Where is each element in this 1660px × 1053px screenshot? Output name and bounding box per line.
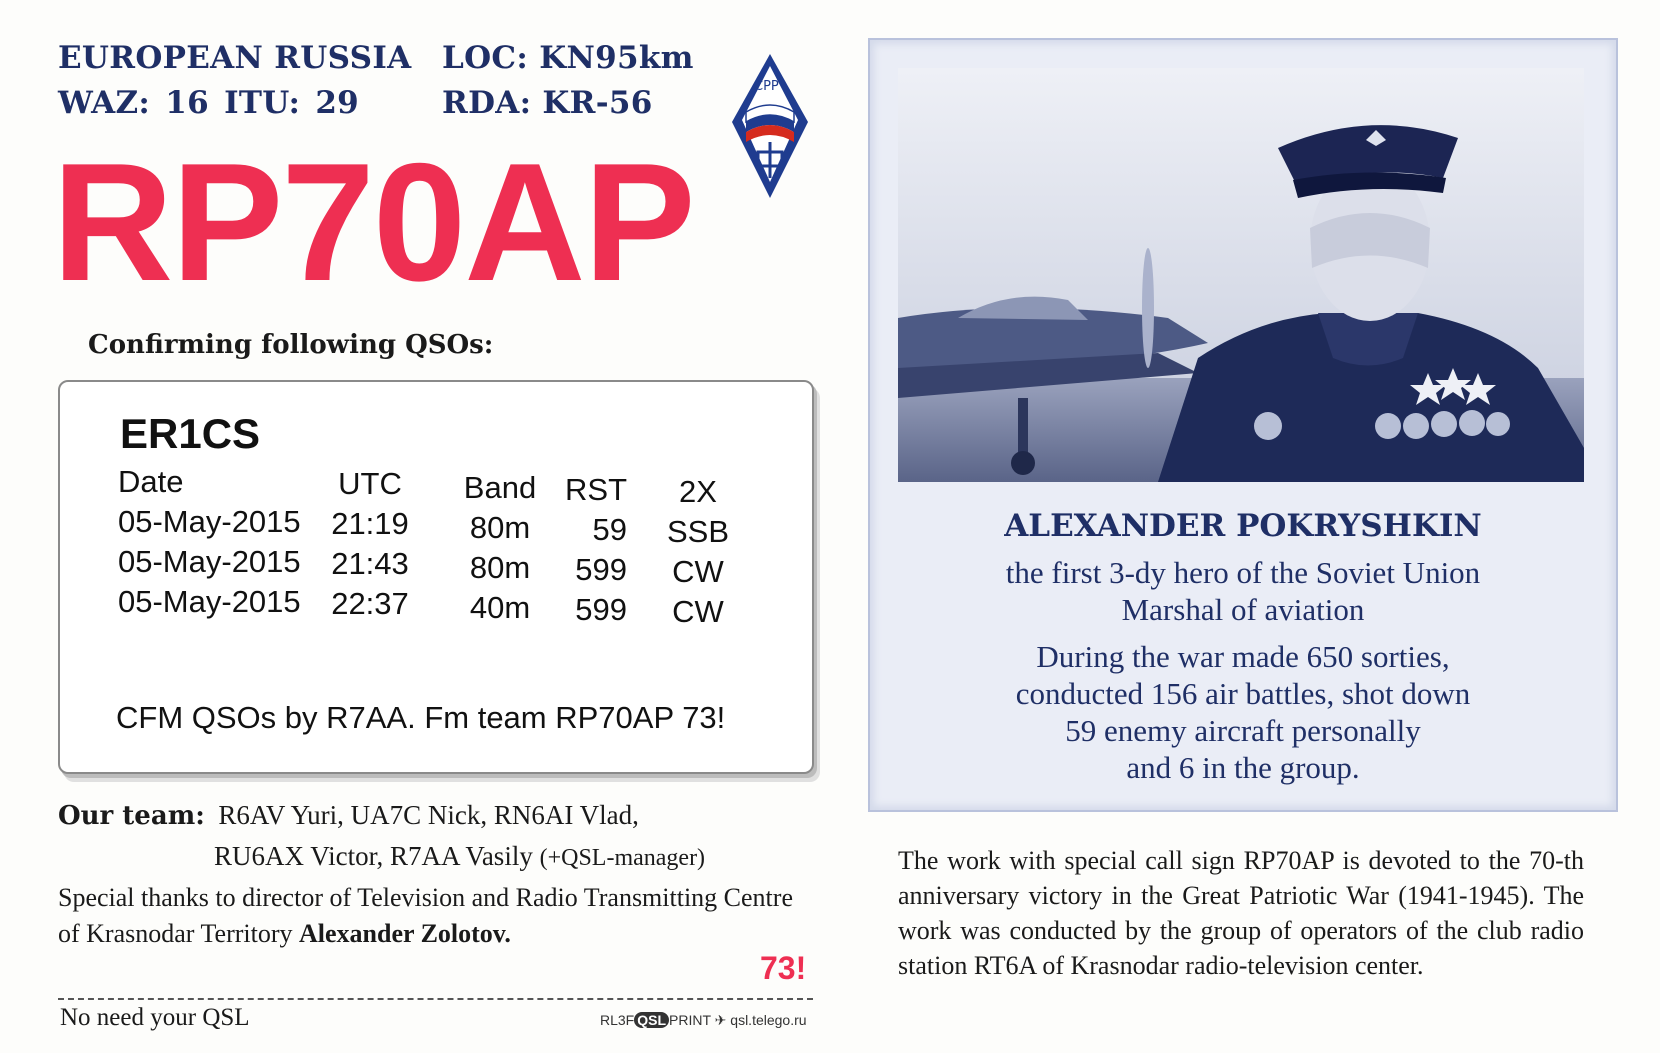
qso-rst: 599 [575, 592, 627, 627]
qso-mode: CW [672, 594, 724, 629]
rst-column [555, 470, 627, 630]
qso-mode: SSB [666, 514, 730, 549]
qso-date: 05-May-2015 [118, 544, 301, 579]
date-column [118, 462, 301, 622]
qso-date: 05-May-2015 [118, 504, 301, 539]
qso-band: 40m [469, 590, 531, 625]
printer-credit [600, 1012, 807, 1029]
printer-qsl-badge: QSL [634, 1012, 669, 1028]
team-label: Our team: [58, 801, 205, 831]
printer-name-suffix: PRINT [669, 1012, 711, 1028]
pilot-photo-image [898, 68, 1584, 482]
qso-callsign: ER1CS [120, 410, 261, 457]
column-header-utc: UTC [338, 466, 402, 501]
caption-line: Marshal of aviation [1121, 592, 1365, 627]
qso-band: 80m [469, 510, 531, 545]
portrait-panel [868, 38, 1618, 812]
qso-utc: 21:19 [331, 506, 409, 541]
qsl-manager-note: (+QSL-manager) [539, 845, 706, 871]
cfm-note: CFM QSOs by R7AA. Fm team RP70AP 73! [116, 700, 726, 735]
locator-label: LOC: KN95km [442, 40, 694, 76]
team-line: RU6AX Victor, R7AA Vasily [214, 841, 533, 871]
caption-line: During the war made 650 sorties, [1036, 639, 1450, 674]
plane-icon: ✈ [714, 1012, 727, 1028]
printer-name: RL3F [600, 1012, 635, 1028]
column-header-date: Date [118, 464, 184, 499]
waz-itu-label: WAZ: 16 ITU: 29 [58, 85, 360, 121]
hero-name: ALEXANDER POKRYSHKIN [1004, 508, 1482, 544]
team-block [58, 795, 705, 878]
pokryshkin-photo [898, 68, 1584, 482]
portrait-caption [870, 508, 1616, 786]
logo-letters: СРР [754, 79, 779, 94]
caption-line: conducted 156 air battles, shot down [1015, 676, 1471, 711]
column-header-rst: RST [565, 472, 627, 507]
rda-label: RDA: KR-56 [442, 85, 653, 121]
callsign: RP70AP [52, 128, 694, 316]
qso-utc: 21:43 [331, 546, 409, 581]
thanks-note [58, 880, 818, 952]
thanks-name: Alexander Zolotov. [299, 919, 511, 948]
mode-column [658, 472, 738, 632]
confirming-heading: Confirming following QSOs: [88, 330, 494, 360]
qso-mode: CW [672, 554, 724, 589]
team-line: R6AV Yuri, UA7C Nick, RN6AI Vlad, [218, 800, 639, 830]
dashed-divider [58, 998, 813, 1000]
thanks-text: Special thanks to director of Television and Radio Transmitting Centre of Krasnodar Territory [58, 883, 793, 948]
column-header-band: Band [463, 470, 537, 505]
band-column [450, 468, 550, 628]
printer-site: qsl.telego.ru [730, 1012, 807, 1028]
about-text: The work with special call sign RP70AP is devoted to the 70-th anniversary victory in the Great Patriotic War (1941-1945). The work was conducted by the group of operators of the club radio station RT6A of Krasnodar radio-television center. [898, 846, 1584, 980]
sign-off: 73! [760, 950, 807, 986]
qso-rst: 599 [575, 552, 627, 587]
qso-date: 05-May-2015 [118, 584, 301, 619]
column-header-mode: 2X [679, 474, 717, 509]
no-need-qsl: No need your QSL [60, 1004, 250, 1031]
qso-label [58, 380, 814, 774]
utc-column [325, 464, 415, 624]
srr-logo-icon [728, 50, 812, 202]
qso-rst: 59 [592, 512, 627, 547]
caption-line: 59 enemy aircraft personally [1065, 713, 1421, 748]
caption-line: the first 3-dy hero of the Soviet Union [1005, 555, 1481, 590]
qso-utc: 22:37 [331, 586, 409, 621]
qso-band: 80m [469, 550, 531, 585]
region-label: EUROPEAN RUSSIA [58, 40, 412, 76]
caption-line: and 6 in the group. [1126, 750, 1360, 785]
